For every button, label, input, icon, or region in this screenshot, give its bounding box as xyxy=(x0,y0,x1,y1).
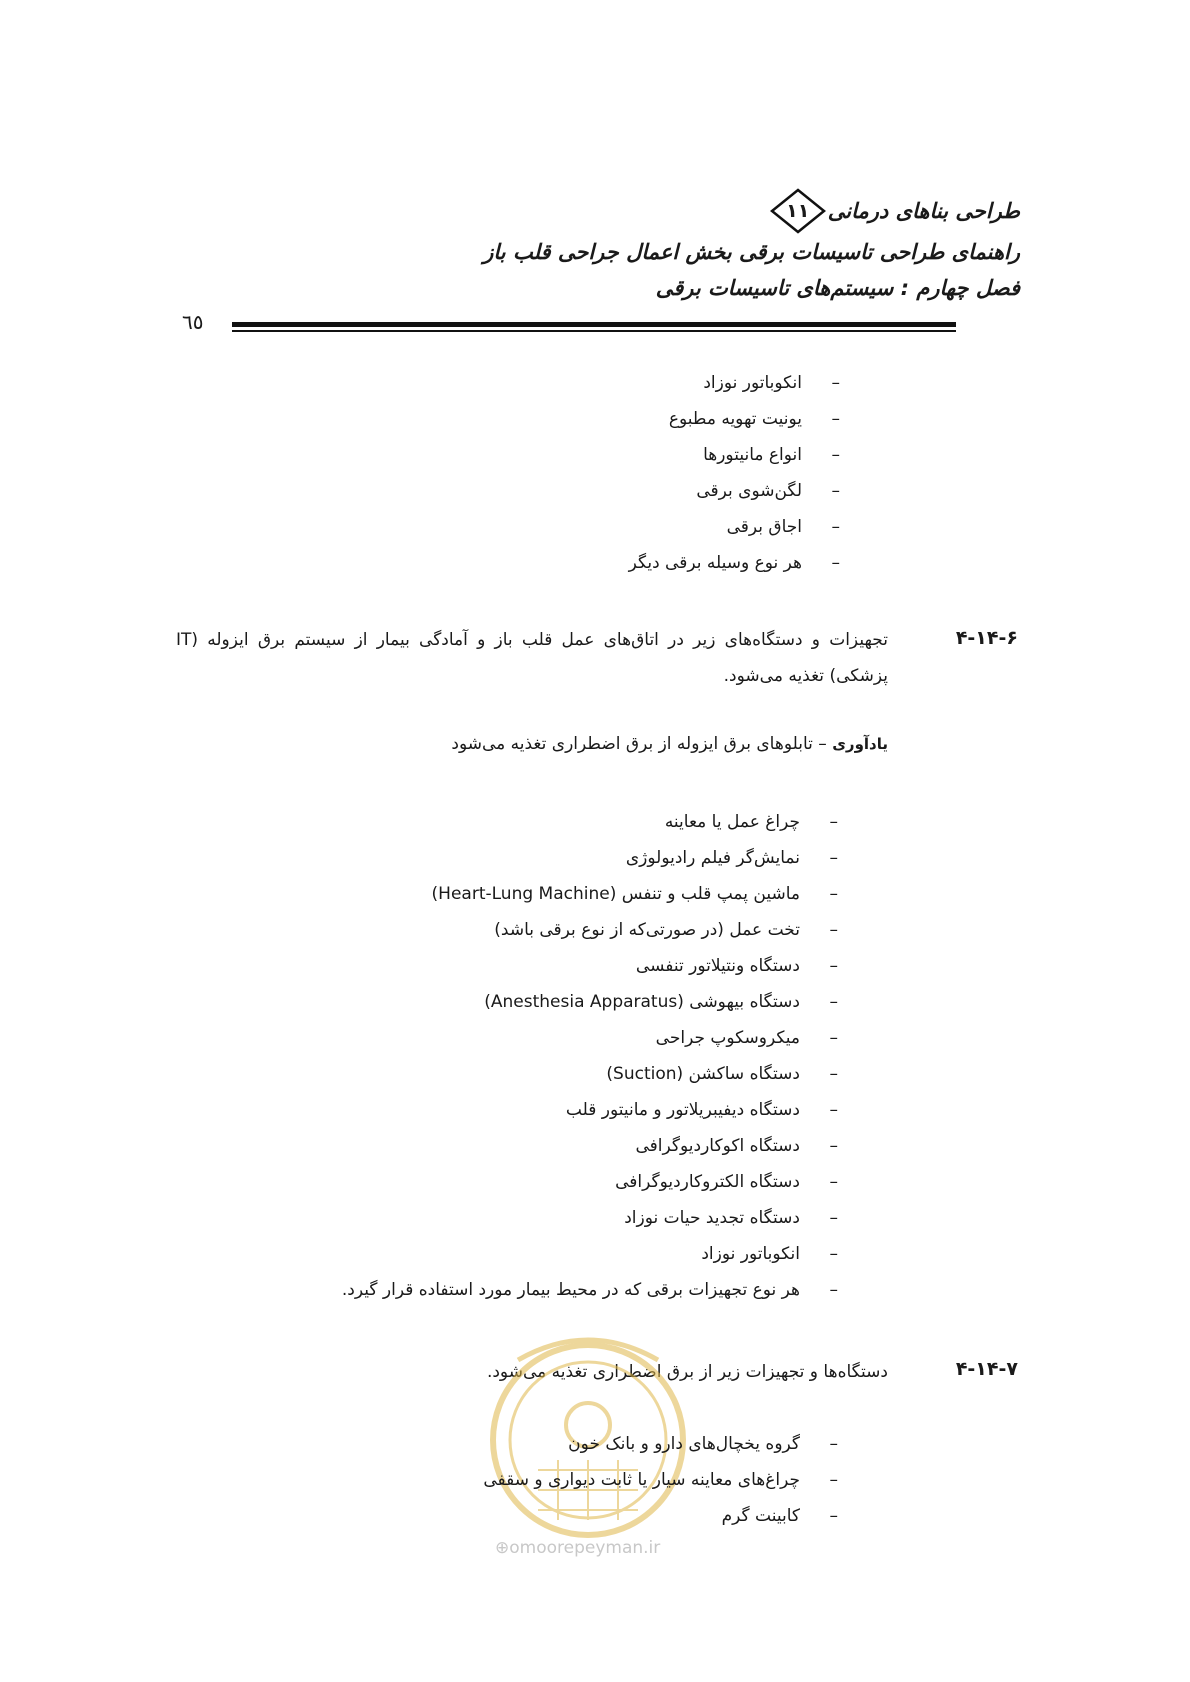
list-item: –دستگاه بیهوشی (Anesthesia Apparatus) xyxy=(484,992,838,1012)
list-item: –دستگاه اکوکاردیوگرافی xyxy=(635,1136,838,1156)
header-rule-thick xyxy=(232,322,956,327)
header-rule-thin xyxy=(232,330,956,332)
list-item: –هر نوع تجهیزات برقی که در محیط بیمار مورد استفاده قرار گیرد. xyxy=(341,1280,838,1300)
note-label: یادآوری xyxy=(832,735,888,753)
book-title: طراحی بناهای درمانی xyxy=(827,199,1020,223)
page-header xyxy=(420,188,1020,306)
list-item: –دستگاه دیفیبریلاتور و مانیتور قلب xyxy=(565,1100,838,1120)
list-item: –لگن‌شوی برقی xyxy=(696,481,840,501)
equipment-list-3 xyxy=(483,1426,838,1534)
book-title-line xyxy=(420,188,1020,234)
note-text: – تابلوهای برق ایزوله از برق اضطراری تغذیه می‌شود xyxy=(451,734,827,754)
section-number-6: ۴-۱۴-۶ xyxy=(955,627,1018,649)
chapter-badge xyxy=(770,188,826,234)
equipment-list-2 xyxy=(342,804,838,1308)
section-6-text: تجهیزات و دستگاه‌های زیر در اتاق‌های عمل قلب باز و آمادگی بیمار از سیستم برق ایزوله (IT پزشکی) تغذیه می‌شود. xyxy=(176,630,888,686)
list-item: –تخت عمل (در صورتی‌که از نوع برقی باشد) xyxy=(494,920,838,940)
list-item: –دستگاه تجدید حیات نوزاد xyxy=(624,1208,838,1228)
list-item: –گروه یخچال‌های دارو و بانک خون xyxy=(568,1434,838,1454)
watermark-site: ⊕omoorepeyman.ir xyxy=(495,1538,661,1558)
note xyxy=(451,726,888,762)
chapter-number: ۱۱ xyxy=(786,200,810,222)
list-item: –نمایش‌گر فیلم رادیولوژی xyxy=(625,848,838,868)
list-item: –ماشین پمپ قلب و تنفس (Heart-Lung Machine) xyxy=(431,884,838,904)
list-item: –هر نوع وسیله برقی دیگر xyxy=(628,553,840,573)
equipment-list-1 xyxy=(629,365,840,581)
list-item: –انکوباتور نوزاد xyxy=(701,1244,838,1264)
list-item: –دستگاه الکتروکاردیوگرافی xyxy=(615,1172,838,1192)
globe-icon: ⊕ xyxy=(495,1538,510,1558)
list-item: –کابینت گرم xyxy=(721,1506,838,1526)
section-number-7: ۴-۱۴-۷ xyxy=(955,1358,1018,1380)
page-number: ٦٥ xyxy=(182,310,204,334)
section-7-text: دستگاه‌ها و تجهیزات زیر از برق اضطراری تغذیه می‌شود. xyxy=(486,1362,888,1382)
guide-title: راهنمای طراحی تاسیسات برقی بخش اعمال جراحی قلب باز xyxy=(483,240,1020,264)
list-item: –چراغ‌های معاینه سیار یا ثابت دیواری و سقفی xyxy=(483,1470,838,1490)
list-item: –دستگاه ساکشن (Suction) xyxy=(606,1064,838,1084)
list-item: –انواع مانیتورها xyxy=(703,445,840,465)
list-item: –میکروسکوپ جراحی xyxy=(655,1028,838,1048)
list-item: –چراغ عمل یا معاینه xyxy=(664,812,838,832)
list-item: –اجاق برقی xyxy=(726,517,840,537)
list-item: –یونیت تهویه مطبوع xyxy=(668,409,840,429)
chapter-title: فصل چهارم : سیستم‌های تاسیسات برقی xyxy=(655,276,1020,300)
list-item: –انکوباتور نوزاد xyxy=(703,373,840,393)
list-item: –دستگاه ونتیلاتور تنفسی xyxy=(635,956,838,976)
